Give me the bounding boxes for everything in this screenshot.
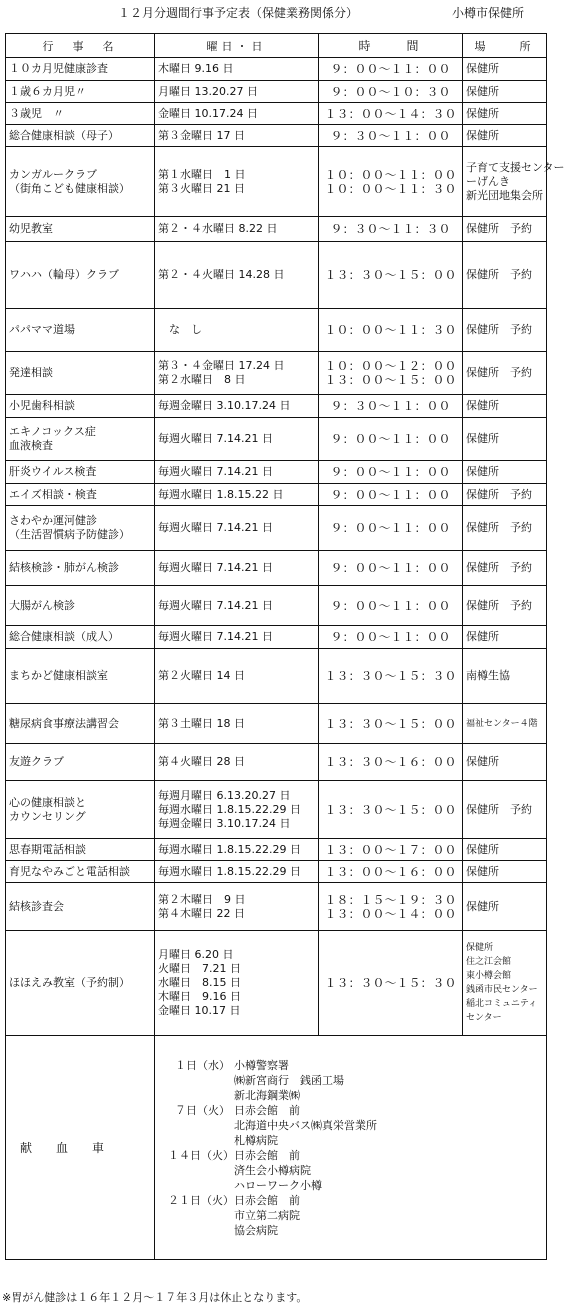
event-name-line: 幼児教室 <box>9 222 53 235</box>
event-place-line: 新光団地集会所 <box>466 188 543 202</box>
event-day-line: 毎週火曜日 7.14.21 日 <box>158 432 273 445</box>
blood-donation-entry <box>168 1163 543 1178</box>
blood-donation-entry <box>168 1073 543 1088</box>
event-day-line: 第３・４金曜日 17.24 日 <box>158 359 285 372</box>
event-name-line: 友遊クラブ <box>9 755 64 768</box>
event-name-line: エキノコックス症 <box>9 425 96 438</box>
event-place-line: 保健所 <box>466 899 499 913</box>
event-day-line: 金曜日 10.17 日 <box>158 1004 241 1017</box>
table-row <box>6 81 547 103</box>
table-row <box>6 352 547 395</box>
blood-donation-entry <box>168 1088 543 1103</box>
event-day <box>155 217 319 242</box>
event-place-line: 保健所 <box>466 84 499 98</box>
event-name <box>6 461 155 484</box>
event-place-line: 保健所 予約 <box>466 521 532 534</box>
event-name-line: ほほえみ教室（予約制） <box>9 976 130 989</box>
event-time-line: １３：００～１６：００ <box>324 864 457 879</box>
event-name-line: パパママ道場 <box>9 323 75 336</box>
event-day-line: 毎週火曜日 7.14.21 日 <box>158 521 273 534</box>
table-row <box>6 883 547 931</box>
event-place-line: センター <box>466 1013 502 1023</box>
event-place <box>463 242 547 309</box>
table-row <box>6 147 547 217</box>
event-place <box>463 125 547 147</box>
event-time <box>319 217 463 242</box>
event-day-line: 毎週水曜日 1.8.15.22.29 日 <box>158 864 301 878</box>
event-place-line: 保健所 <box>466 106 499 120</box>
table-row <box>6 461 547 484</box>
event-name-line: 結核診査会 <box>9 899 64 913</box>
event-place-line: 保健所 予約 <box>466 366 532 379</box>
schedule-table <box>5 33 565 1260</box>
event-place-line: 保健所 <box>466 62 499 75</box>
table-row <box>6 626 547 649</box>
blood-donation-entry <box>168 1193 543 1208</box>
event-name <box>6 352 155 395</box>
event-place <box>463 931 547 1036</box>
event-time-line: １０：００～１１：００ <box>324 167 457 182</box>
event-name-line: 糖尿病食事療法講習会 <box>9 716 119 730</box>
event-name <box>6 395 155 418</box>
event-time-line: ９：００～１１：００ <box>330 432 451 446</box>
event-day-line: 水曜日 8.15 日 <box>158 976 241 989</box>
event-day <box>155 81 319 103</box>
blood-donation-place: 日赤会館 前 <box>234 1193 300 1207</box>
event-place-line: 子育て支援センター <box>466 160 565 174</box>
event-day-line: 毎週水曜日 1.8.15.22 日 <box>158 487 284 501</box>
event-time-line: ９：００～１１：００ <box>330 487 451 502</box>
blood-donation-date <box>168 1178 234 1193</box>
event-day-line: 毎週月曜日 6.13.20.27 日 <box>158 788 291 802</box>
event-day-line: 月曜日 13.20.27 日 <box>158 84 258 98</box>
table-row <box>6 125 547 147</box>
event-place <box>463 81 547 103</box>
event-name <box>6 217 155 242</box>
event-time-line: １３：００～１７：００ <box>324 842 457 857</box>
table-row <box>6 586 547 626</box>
event-name-line: まちかど健康相談室 <box>9 669 108 682</box>
event-time <box>319 883 463 931</box>
page-title: １２月分週間行事予定表（保健業務関係分） <box>118 6 359 20</box>
table-row <box>6 395 547 418</box>
event-day <box>155 551 319 586</box>
event-day-line: 第２・４水曜日 8.22 日 <box>158 222 278 235</box>
event-name <box>6 418 155 461</box>
event-time-line: ９：００～１０：３０ <box>330 84 451 99</box>
event-name <box>6 81 155 103</box>
table-row <box>6 861 547 883</box>
blood-donation-date <box>168 1163 234 1178</box>
blood-donation-entry <box>168 1223 543 1238</box>
event-place <box>463 418 547 461</box>
event-time <box>319 484 463 506</box>
event-day <box>155 147 319 217</box>
event-name-line: 結核検診・肺がん検診 <box>9 561 119 574</box>
blood-donation-date: １日（水） <box>175 1058 230 1072</box>
event-place <box>463 704 547 744</box>
table-body <box>6 58 565 1260</box>
event-time-line: １３：３０～１５：００ <box>324 268 457 282</box>
event-name <box>6 58 155 81</box>
event-time <box>319 461 463 484</box>
table-row <box>6 418 547 461</box>
table-header-row <box>6 34 547 58</box>
event-place-line: 東小樽会館 <box>466 971 512 981</box>
event-place <box>463 58 547 81</box>
event-time <box>319 81 463 103</box>
event-place-line: 保健所 予約 <box>466 323 532 336</box>
event-day-line: 第２木曜日 9 日 <box>158 892 246 906</box>
blood-donation-place: 済生会小樽病院 <box>234 1163 311 1177</box>
event-name-line: 肝炎ウイルス検査 <box>9 465 97 478</box>
event-time <box>319 125 463 147</box>
table-row <box>6 58 547 81</box>
header-day: 曜日・日 <box>155 34 319 58</box>
event-name <box>6 861 155 883</box>
event-time <box>319 839 463 861</box>
blood-donation-entry <box>168 1208 543 1223</box>
event-name <box>6 649 155 704</box>
blood-donation-place: 市立第二病院 <box>234 1208 300 1222</box>
event-time <box>319 551 463 586</box>
event-name-line: （生活習慣病予防健診） <box>9 528 130 541</box>
event-day <box>155 839 319 861</box>
event-place-line: 保健所 <box>466 399 499 412</box>
table-row <box>6 744 547 781</box>
event-name-line: エイズ相談・検査 <box>9 487 97 501</box>
event-day <box>155 103 319 125</box>
event-time-line: １８：１５～１９：３０ <box>324 892 457 907</box>
event-day <box>155 704 319 744</box>
event-name <box>6 781 155 839</box>
event-place-line: 保健所 <box>466 943 494 953</box>
event-place <box>463 147 565 217</box>
event-place <box>463 551 547 586</box>
blood-donation-date <box>168 1073 234 1088</box>
event-place-line: 保健所 予約 <box>466 802 532 816</box>
event-name-line: 総合健康相談（成人） <box>9 630 119 643</box>
event-day <box>155 506 319 551</box>
event-place-line: 保健所 予約 <box>466 561 532 574</box>
event-day <box>155 309 319 352</box>
event-place <box>463 781 547 839</box>
event-time <box>319 586 463 626</box>
event-time-line: ９：００～１１：００ <box>330 561 451 575</box>
event-day <box>155 58 319 81</box>
event-place <box>463 484 547 506</box>
event-name <box>6 839 155 861</box>
event-time <box>319 309 463 352</box>
event-name-line: 大腸がん検診 <box>9 598 75 612</box>
event-place <box>463 744 547 781</box>
event-day <box>155 586 319 626</box>
blood-donation-entry <box>168 1058 543 1073</box>
event-day-line: 金曜日 10.17.24 日 <box>158 106 258 120</box>
event-place <box>463 395 547 418</box>
event-name-line: カウンセリング <box>9 809 86 823</box>
blood-donation-place: 日赤会館 前 <box>234 1148 300 1162</box>
blood-donation-place: ㈱新宮商行 銭函工場 <box>234 1073 344 1087</box>
event-name <box>6 626 155 649</box>
table-row <box>6 103 547 125</box>
blood-donation-date: ７日（火） <box>175 1103 230 1117</box>
event-place-line: 銭函市民センター <box>466 985 538 995</box>
event-place-line: ーげんき <box>466 174 510 188</box>
event-place <box>463 461 547 484</box>
blood-donation-place: ハローワーク小樽 <box>234 1178 322 1192</box>
event-day-line: 第２・４火曜日 14.28 日 <box>158 268 285 281</box>
event-day-line: 火曜日 7.21 日 <box>158 962 241 975</box>
event-day-line: 毎週火曜日 7.14.21 日 <box>158 598 273 612</box>
event-name-line: 血液検査 <box>9 439 53 452</box>
event-time <box>319 626 463 649</box>
event-day <box>155 242 319 309</box>
event-name-line: 心の健康相談と <box>9 795 86 809</box>
event-day <box>155 781 319 839</box>
event-place-line: 保健所 <box>466 432 499 445</box>
event-place <box>463 883 547 931</box>
footnote: ※胃がん健診は１６年１２月～１７年３月は休止となります。 <box>2 1291 308 1304</box>
event-time-line: １３：３０～１５：３０ <box>324 976 457 990</box>
event-day-line: 第２火曜日 14 日 <box>158 669 245 682</box>
blood-donation-entry <box>168 1118 543 1133</box>
table-row <box>6 484 547 506</box>
event-time <box>319 58 463 81</box>
event-day-line: 毎週火曜日 7.14.21 日 <box>158 630 273 643</box>
event-time <box>319 931 463 1036</box>
event-day <box>155 649 319 704</box>
event-place <box>463 861 547 883</box>
event-name-line: １歳６カ月児〃 <box>9 84 86 98</box>
event-day-line: 毎週水曜日 1.8.15.22.29 日 <box>158 802 301 816</box>
event-place-line: 保健所 <box>466 630 499 643</box>
event-day <box>155 931 319 1036</box>
event-day-line: 第４火曜日 28 日 <box>158 755 245 768</box>
blood-donation-date: １４日（火） <box>168 1148 234 1162</box>
event-day-line: 第３土曜日 18 日 <box>158 716 245 730</box>
event-day-line: 毎週火曜日 7.14.21 日 <box>158 561 273 574</box>
event-place <box>463 586 547 626</box>
blood-donation-place: 協会病院 <box>234 1223 278 1237</box>
blood-donation-place: 小樽警察署 <box>234 1058 289 1072</box>
event-time-line: １０：００～１２：００ <box>324 359 457 373</box>
event-time-line: ９：３０～１１：３０ <box>330 222 451 236</box>
event-time <box>319 418 463 461</box>
table-row <box>6 551 547 586</box>
event-time <box>319 506 463 551</box>
event-time-line: １３：３０～１５：００ <box>324 716 457 731</box>
blood-donation-date <box>168 1133 234 1148</box>
event-day <box>155 744 319 781</box>
event-name <box>6 125 155 147</box>
event-place-line: 保健所 予約 <box>466 487 532 501</box>
event-name-line: ３歳児 〃 <box>9 106 64 120</box>
event-time <box>319 704 463 744</box>
page-header <box>0 4 550 24</box>
event-time <box>319 649 463 704</box>
event-time-line: ９：００～１１：００ <box>330 521 451 535</box>
event-day <box>155 626 319 649</box>
organization-name: 小樽市保健所 <box>452 6 525 20</box>
event-place <box>463 839 547 861</box>
blood-donation-place: 新北海鋼業㈱ <box>234 1088 300 1102</box>
event-name-line: ワハハ（輪母）クラブ <box>9 268 119 281</box>
event-day-line: 第３火曜日 21 日 <box>158 181 245 195</box>
event-name <box>6 931 155 1036</box>
event-time-line: ９：３０～１１：００ <box>330 399 451 413</box>
event-day-line: 木曜日 9.16 日 <box>158 990 241 1003</box>
event-time <box>319 395 463 418</box>
event-day-line: 第３金曜日 17 日 <box>158 128 245 142</box>
event-time-line: １３：３０～１６：００ <box>324 755 457 769</box>
event-name <box>6 586 155 626</box>
event-place-line: 稲北コミュニティ <box>466 999 538 1009</box>
event-time-line: ９：００～１１：００ <box>330 630 451 644</box>
event-place <box>463 309 547 352</box>
event-place <box>463 506 547 551</box>
event-place-line: 保健所 <box>466 465 499 478</box>
event-name <box>6 147 155 217</box>
blood-donation-date: ２１日（火） <box>168 1193 234 1207</box>
blood-donation-entry <box>168 1178 543 1193</box>
blood-donation-entry <box>168 1103 543 1118</box>
event-day-line: 木曜日 9.16 日 <box>158 62 234 75</box>
event-day <box>155 395 319 418</box>
event-time-line: １３：３０～１５：３０ <box>324 669 457 683</box>
table-row <box>6 931 547 1036</box>
event-place-line: 保健所 予約 <box>466 222 532 235</box>
event-name-line: １０カ月児健康診査 <box>9 62 108 75</box>
header-place: 場 所 <box>463 34 547 58</box>
header-time: 時 間 <box>319 34 463 58</box>
event-name-line: さわやか運河健診 <box>9 514 97 527</box>
event-name-line: 育児なやみごと電話相談 <box>9 864 130 878</box>
blood-donation-place: 札樽病院 <box>234 1133 278 1147</box>
event-name <box>6 704 155 744</box>
event-day-line: 第１水曜日 1 日 <box>158 167 246 181</box>
event-place-line: 南樽生協 <box>466 669 510 682</box>
event-time-line: ９：００～１１：００ <box>330 62 451 76</box>
event-day <box>155 461 319 484</box>
event-time-line: １３：００～１４：００ <box>324 906 457 921</box>
event-time <box>319 744 463 781</box>
blood-donation-entry <box>168 1133 543 1148</box>
event-place-line: 保健所 <box>466 842 499 856</box>
event-name-line: 総合健康相談（母子） <box>9 128 119 142</box>
blood-donation-date <box>168 1088 234 1103</box>
event-name <box>6 309 155 352</box>
table-row <box>6 649 547 704</box>
table-row <box>6 242 547 309</box>
event-place-line: 保健所 <box>466 755 499 768</box>
header-event: 行 事 名 <box>6 34 155 58</box>
event-name <box>6 551 155 586</box>
event-place-line: 保健所 予約 <box>466 268 532 281</box>
event-place <box>463 103 547 125</box>
event-place-line: 保健所 <box>466 128 499 142</box>
event-name <box>6 484 155 506</box>
event-place-line: 保健所 予約 <box>466 598 532 612</box>
event-day-line: 毎週金曜日 3.10.17.24 日 <box>158 816 291 830</box>
event-place-line: 住之江会館 <box>466 957 512 967</box>
event-day-line: 月曜日 6.20 日 <box>158 948 234 961</box>
table-row <box>6 704 547 744</box>
event-name-line: カンガルークラブ <box>9 167 97 181</box>
event-time <box>319 781 463 839</box>
event-time-line: １３：００～１５：００ <box>324 373 457 387</box>
event-name-line: 発達相談 <box>9 366 53 379</box>
event-day <box>155 125 319 147</box>
event-place-line: 保健所 <box>466 864 499 878</box>
event-place-line: 福祉センター４階 <box>466 718 538 729</box>
event-day <box>155 883 319 931</box>
event-name-line: 思春期電話相談 <box>9 842 86 856</box>
event-time-line: １０：００～１１：３０ <box>324 181 457 196</box>
event-time <box>319 242 463 309</box>
event-time-line: ９：３０～１１：００ <box>330 128 451 143</box>
event-day-line: 毎週火曜日 7.14.21 日 <box>158 465 273 478</box>
event-name <box>6 103 155 125</box>
event-day <box>155 418 319 461</box>
blood-donation-schedule <box>155 1036 547 1260</box>
event-place <box>463 352 547 395</box>
event-place <box>463 626 547 649</box>
blood-donation-place: 日赤会館 前 <box>234 1103 300 1117</box>
event-name <box>6 744 155 781</box>
table-row <box>6 839 547 861</box>
table-row <box>6 781 547 839</box>
table-row <box>6 506 547 551</box>
event-time-line: ９：００～１１：００ <box>330 465 451 479</box>
event-name-line: 小児歯科相談 <box>9 399 75 412</box>
event-name <box>6 242 155 309</box>
event-time-line: １０：００～１１：３０ <box>324 323 457 337</box>
event-day <box>155 352 319 395</box>
blood-donation-entry <box>168 1148 543 1163</box>
event-day-line: な し <box>158 323 202 336</box>
event-time <box>319 352 463 395</box>
event-day-line: 毎週水曜日 1.8.15.22.29 日 <box>158 842 301 856</box>
event-time-line: ９：００～１１：００ <box>330 598 451 613</box>
event-day <box>155 861 319 883</box>
event-name-line: （街角こども健康相談） <box>9 181 130 195</box>
event-time <box>319 103 463 125</box>
table-row <box>6 309 547 352</box>
event-day-line: 第２水曜日 8 日 <box>158 373 246 386</box>
event-name <box>6 506 155 551</box>
event-place <box>463 217 547 242</box>
blood-donation-date <box>168 1208 234 1223</box>
blood-donation-place: 北海道中央バス㈱真栄営業所 <box>234 1118 377 1132</box>
event-day <box>155 484 319 506</box>
event-time-line: １３：００～１４：３０ <box>324 106 457 121</box>
table-row <box>6 217 547 242</box>
event-day-line: 第４木曜日 22 日 <box>158 906 245 920</box>
blood-donation-row <box>6 1036 547 1260</box>
event-place <box>463 649 547 704</box>
event-day-line: 毎週金曜日 3.10.17.24 日 <box>158 399 291 412</box>
event-time <box>319 861 463 883</box>
blood-donation-date <box>168 1223 234 1238</box>
event-time <box>319 147 463 217</box>
blood-donation-date <box>168 1118 234 1133</box>
event-time-line: １３：３０～１５：００ <box>324 802 457 817</box>
blood-donation-label: 献 血 車 <box>6 1036 155 1260</box>
event-name <box>6 883 155 931</box>
